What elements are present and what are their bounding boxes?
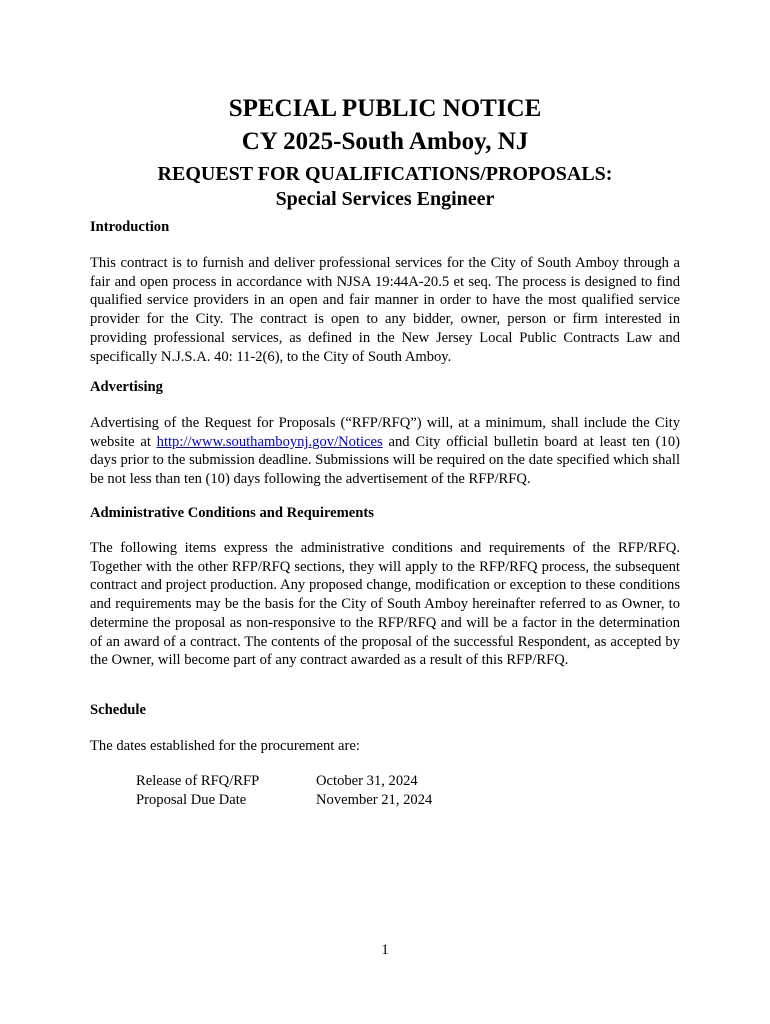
schedule-heading: Schedule bbox=[90, 702, 146, 718]
introduction-section bbox=[90, 254, 680, 366]
advertising-heading: Advertising bbox=[90, 379, 163, 395]
administrative-heading-wrap bbox=[90, 504, 680, 523]
schedule-heading-wrap bbox=[90, 701, 680, 720]
schedule-table bbox=[136, 772, 432, 809]
schedule-date: October 31, 2024 bbox=[316, 773, 418, 789]
advertising-section bbox=[90, 414, 680, 489]
advertising-text-end: and City official bulletin board at least ten (10) days prior to the submission deadline. Submissions will be required on the date specified which shall be not less than ten (10) days following the advertisement of the RFP/RFQ. bbox=[90, 433, 680, 488]
schedule-label: Proposal Due Date bbox=[136, 791, 247, 808]
administrative-text: The following items express the administrative conditions and requirements of the RFP/RFQ. Together with the other RFP/RFQ sections, they will apply to the RFP/RFQ process, the subsequent contract and project production. Any proposed change, modification or exception to these conditions and requirements may be the basis for the City of South Amboy hereinafter referred to as Owner, to determine the proposal as non-responsive to the RFP/RFQ and will be a factor in the determination of an award of a contract. The contents of the proposal of the successful Respondent, as accepted by the Owner, will become part of any contract awarded as a result of this RFP/RFQ. bbox=[90, 540, 680, 669]
advertising-heading-wrap bbox=[90, 378, 680, 397]
advertising-text bbox=[90, 414, 680, 489]
schedule-intro: The dates established for the procurement are: bbox=[90, 738, 360, 754]
notice-subtitle: CY 2025-South Amboy, NJ bbox=[241, 128, 529, 155]
advertising-text-start: Advertising of the Request for Proposals (“RFP/RFQ”) will, at a minimum, shall include the City website at bbox=[90, 415, 680, 450]
notices-link[interactable]: http://www.southamboynj.gov/Notices bbox=[156, 433, 383, 450]
rfq-title: REQUEST FOR QUALIFICATIONS/PROPOSALS: bbox=[157, 163, 613, 185]
notice-title-block bbox=[0, 92, 770, 212]
schedule-date: November 21, 2024 bbox=[316, 791, 433, 808]
introduction-heading: Introduction bbox=[90, 219, 170, 235]
administrative-heading: Administrative Conditions and Requirements bbox=[90, 505, 374, 521]
rfq-subject: Special Services Engineer bbox=[275, 188, 495, 210]
schedule-intro-wrap bbox=[90, 737, 680, 756]
schedule-label: Release of RFQ/RFP bbox=[136, 773, 260, 789]
schedule-row bbox=[136, 772, 432, 791]
page-number: 1 bbox=[381, 942, 389, 958]
schedule-row bbox=[136, 791, 432, 810]
notice-title: SPECIAL PUBLIC NOTICE bbox=[228, 95, 542, 122]
introduction-text: This contract is to furnish and deliver professional services for the City of South Amboy through a fair and open process in accordance with NJSA 19:44A-20.5 et seq. The process is designed to find qualified service providers in an open and fair manner in order to have the most qualified service provider for the City. The contract is open to any bidder, owner, person or firm interested in providing professional services, as defined in the New Jersey Local Public Contracts Law and specifically N.J.S.A. 40: 11-2(6), to the City of South Amboy. bbox=[90, 255, 680, 365]
introduction-heading-wrap bbox=[90, 218, 680, 237]
administrative-section bbox=[90, 539, 680, 670]
